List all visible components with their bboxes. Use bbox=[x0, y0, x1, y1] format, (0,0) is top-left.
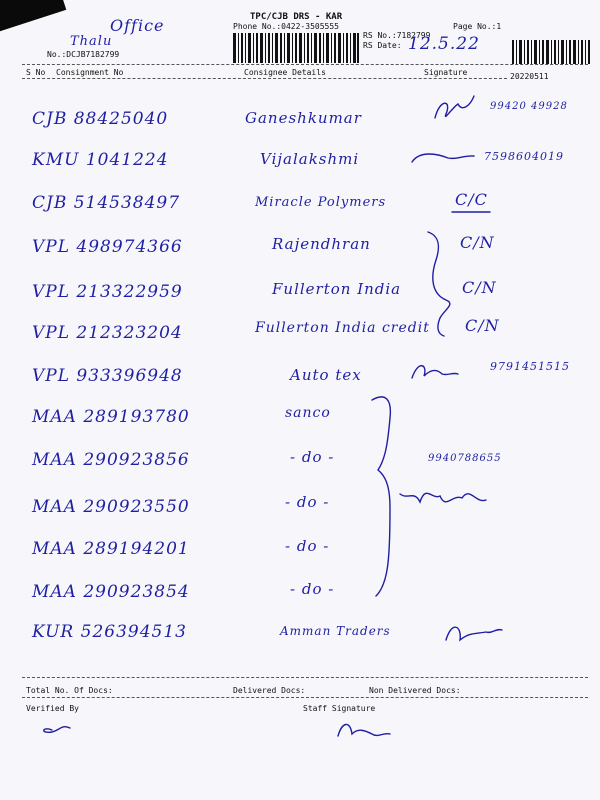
row-consignment: VPL 212323204 bbox=[32, 323, 183, 343]
handwritten-name: Thalu bbox=[70, 34, 113, 49]
date-code: 20220511 bbox=[510, 72, 549, 81]
non-delivered-docs-label: Non Delivered Docs: bbox=[369, 686, 461, 695]
row-consignment: MAA 289193780 bbox=[32, 407, 190, 427]
row-consignment: VPL 213322959 bbox=[32, 282, 183, 302]
row-consignment: MAA 290923856 bbox=[32, 450, 190, 470]
row-consignee: Miracle Polymers bbox=[255, 195, 387, 210]
row-note: 99420 49928 bbox=[490, 101, 568, 112]
col-sno: S No bbox=[26, 68, 46, 77]
row-consignee: - do - bbox=[290, 448, 335, 466]
signature-auto-tex bbox=[412, 366, 458, 378]
row-note: C/N bbox=[462, 278, 497, 297]
divider bbox=[22, 697, 588, 698]
row-consignee: sanco bbox=[285, 405, 331, 421]
row-consignment: MAA 289194201 bbox=[32, 539, 190, 559]
row-consignment: VPL 498974366 bbox=[32, 237, 183, 257]
row-consignee: Ganeshkumar bbox=[245, 109, 362, 127]
page-number: Page No.:1 bbox=[453, 22, 502, 31]
handwritten-office: Office bbox=[110, 16, 165, 35]
col-signature: Signature bbox=[424, 68, 468, 77]
row-note: 7598604019 bbox=[484, 150, 564, 163]
bracket-1 bbox=[428, 232, 450, 336]
row-consignment: MAA 290923854 bbox=[32, 582, 190, 602]
row-consignee: - do - bbox=[285, 493, 330, 511]
row-consignee: Rajendhran bbox=[272, 235, 371, 253]
phone-number: Phone No.:0422-3505555 bbox=[233, 22, 339, 31]
col-consignment: Consignment No bbox=[56, 68, 124, 77]
rs-date-label: RS Date: bbox=[363, 41, 402, 50]
row-consignee: Fullerton India bbox=[272, 280, 402, 298]
row-consignee: - do - bbox=[285, 537, 330, 555]
row-consignee: Amman Traders bbox=[280, 624, 391, 638]
divider bbox=[22, 677, 588, 678]
row-consignee: Fullerton India credit bbox=[255, 320, 430, 336]
signature-1 bbox=[435, 96, 474, 118]
verified-by-label: Verified By bbox=[26, 704, 79, 713]
row-note: C/N bbox=[460, 233, 495, 252]
verified-signature bbox=[44, 727, 70, 733]
total-docs-label: Total No. Of Docs: bbox=[26, 686, 113, 695]
signature-3 bbox=[400, 493, 486, 502]
staff-signature bbox=[338, 724, 390, 736]
row-consignee: Vijalakshmi bbox=[260, 150, 360, 168]
rs-number: RS No.:7182799 bbox=[363, 31, 431, 40]
row-consignment: CJB 88425040 bbox=[32, 109, 169, 129]
row-consignment: KMU 1041224 bbox=[32, 150, 169, 170]
row-consignment: KUR 526394513 bbox=[32, 622, 187, 642]
row-consignment: MAA 290923550 bbox=[32, 497, 190, 517]
delivered-docs-label: Delivered Docs: bbox=[233, 686, 306, 695]
row-note: 9791451515 bbox=[490, 360, 570, 373]
row-consignee: Auto tex bbox=[290, 366, 362, 384]
signature-amman bbox=[446, 627, 502, 640]
col-consignee: Consignee Details bbox=[244, 68, 326, 77]
staff-signature-label: Staff Signature bbox=[303, 704, 376, 713]
row-consignee: - do - bbox=[290, 580, 335, 598]
bracket-2 bbox=[372, 397, 390, 596]
signature-2 bbox=[412, 154, 474, 162]
row-note: 9940788655 bbox=[428, 453, 502, 464]
document-number: No.:DCJB7182799 bbox=[47, 50, 120, 59]
row-note: C/N bbox=[465, 316, 500, 335]
row-consignment: VPL 933396948 bbox=[32, 366, 183, 386]
row-consignment: CJB 514538497 bbox=[32, 193, 181, 213]
rs-date-value: 12.5.22 bbox=[408, 34, 480, 54]
row-note: C/C bbox=[455, 190, 488, 209]
document-title: TPC/CJB DRS - KAR bbox=[250, 12, 343, 22]
